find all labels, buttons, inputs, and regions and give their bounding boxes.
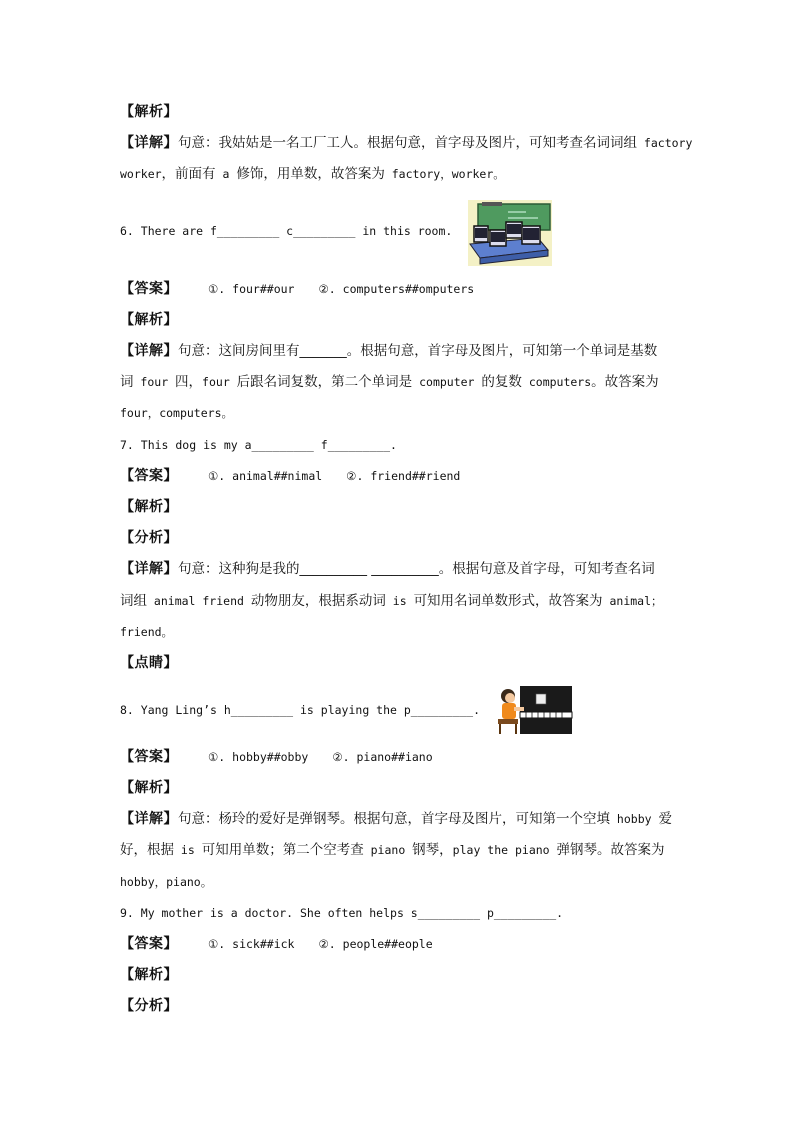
detail-q5-line1: 【详解】句意：我姑姑是一名工厂工人。根据句意，首字母及图片，可知考查名词词组 factory — [120, 135, 693, 151]
jiexi-label: 【解析】 — [120, 967, 178, 983]
detail-q7-line1: 【详解】句意：这种狗是我的__________ __________。根据句意及首字母，可知考查名词 — [120, 561, 655, 577]
piano-girl-picture — [494, 682, 574, 736]
detail-q6-line1: 【详解】句意：这间房间里有_______。根据句意，首字母及图片，可知第一个单词是基数 — [120, 343, 658, 359]
detail-q8-line3: hobby，piano。 — [120, 875, 213, 889]
computer-room-picture — [468, 200, 552, 266]
detail-q7-line2: 词组 animal friend 动物朋友，根据系动词 is 可知用名词单数形式，故答案为 animal； — [120, 593, 663, 609]
detail-q5-line2: worker，前面有 a 修饰，用单数，故答案为 factory，worker。 — [120, 166, 505, 182]
answer-q9: 【答案】 ①. sick##ick ②. people##eople — [120, 936, 433, 952]
detail-q7-line3: friend。 — [120, 625, 174, 639]
answer-q6: 【答案】 ①. four##our ②. computers##omputers — [120, 281, 475, 297]
jiexi-label: 【解析】 — [120, 312, 178, 328]
detail-q8-line1: 【详解】句意：杨玲的爱好是弹钢琴。根据句意，首字母及图片，可知第一个空填 hobby 爱 — [120, 811, 672, 827]
fenxi-label: 【分析】 — [120, 530, 178, 546]
question-8: 8. Yang Ling’s h_________ is playing the p_________. — [120, 703, 481, 717]
fenxi-label: 【分析】 — [120, 998, 178, 1014]
detail-q8-line2: 好，根据 is 可知用单数；第二个空考查 piano 钢琴，play the piano 弹钢琴。故答案为 — [120, 842, 665, 858]
question-6: 6. There are f_________ c_________ in this room. — [120, 224, 453, 238]
jiexi-label: 【解析】 — [120, 499, 178, 515]
answer-q8: 【答案】 ①. hobby##obby ②. piano##iano — [120, 749, 433, 765]
question-7: 7. This dog is my a_________ f_________. — [120, 438, 397, 452]
detail-q6-line3: four，computers。 — [120, 406, 234, 420]
answer-q7: 【答案】 ①. animal##nimal ②. friend##riend — [120, 468, 461, 484]
detail-q6-line2: 词 four 四，four 后跟名词复数，第二个单词是 computer 的复数 computers。故答案为 — [120, 374, 659, 390]
question-9: 9. My mother is a doctor. She often helps s_________ p_________. — [120, 906, 564, 920]
jiexi-label: 【解析】 — [120, 104, 178, 120]
dianjing-label: 【点睛】 — [120, 655, 178, 671]
jiexi-label: 【解析】 — [120, 780, 178, 796]
